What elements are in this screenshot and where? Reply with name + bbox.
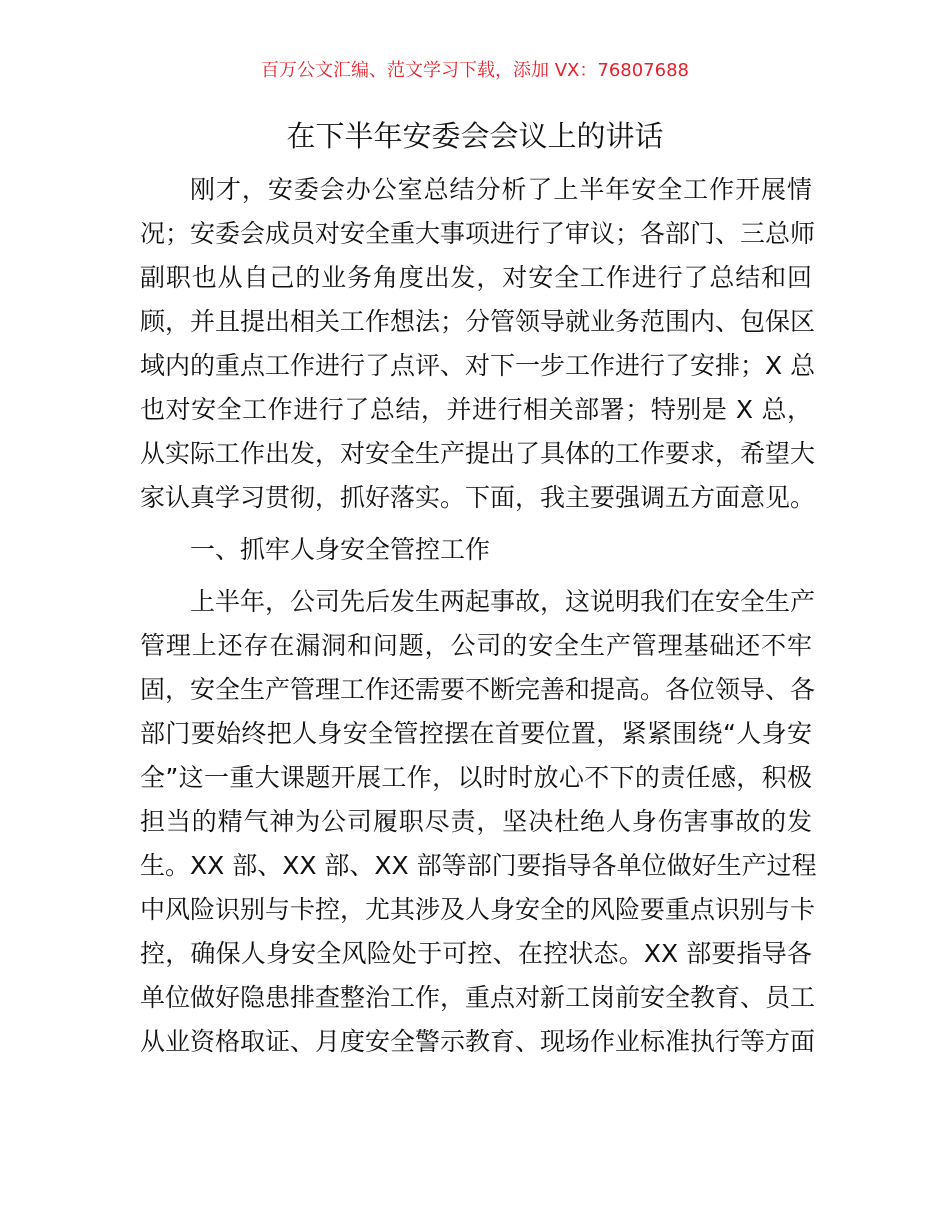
text-line: 从业资格取证、月度安全警示教育、现场作业标准执行等方面: [140, 1027, 816, 1056]
document-body: [140, 168, 817, 1072]
text-line: 担当的精气神为公司履职尽责，坚决杜绝人身伤害事故的发: [140, 807, 812, 836]
text-line: 单位做好隐患排查整治工作，重点对新工岗前安全教育、员工: [140, 983, 816, 1012]
text-line: 一、抓牢人身安全管控工作: [190, 535, 491, 564]
text-line: 上半年，公司先后发生两起事故，这说明我们在安全生产: [190, 587, 816, 616]
text-line: 生。XX 部、XX 部、XX 部等部门要指导各单位做好生产过程: [140, 851, 817, 880]
paragraph: [140, 580, 817, 1064]
text-line: 域内的重点工作进行了点评、对下一步工作进行了安排；X 总: [140, 351, 816, 380]
text-line: 副职也从自己的业务角度出发，对安全工作进行了总结和回: [140, 263, 812, 292]
text-line: 也对安全工作进行了总结，并进行相关部署；特别是 X 总，: [140, 395, 812, 424]
watermark-banner: 百万公文汇编、范文学习下载，添加 VX：76807688: [261, 60, 689, 81]
text-line: 全”这一重大课题开展工作，以时时放心不下的责任感，积极: [140, 763, 812, 792]
text-line: 顾，并且提出相关工作想法；分管领导就业务范围内、包保区: [140, 307, 816, 336]
text-line: 控，确保人身安全风险处于可控、在控状态。XX 部要指导各: [140, 939, 812, 968]
paragraph: [140, 168, 816, 520]
text-line: 从实际工作出发，对安全生产提出了具体的工作要求，希望大: [140, 439, 816, 468]
text-line: 刚才，安委会办公室总结分析了上半年安全工作开展情: [190, 175, 812, 204]
document-title: 在下半年安委会会议上的讲话: [286, 119, 664, 153]
text-line: 况；安委会成员对安全重大事项进行了审议；各部门、三总师: [140, 219, 816, 248]
text-line: 固，安全生产管理工作还需要不断完善和提高。各位领导、各: [140, 675, 816, 704]
section-heading: [140, 528, 812, 572]
text-line: 管理上还存在漏洞和问题，公司的安全生产管理基础还不牢: [140, 631, 812, 660]
text-line: 中风险识别与卡控，尤其涉及人身安全的风险要重点识别与卡: [140, 895, 816, 924]
text-line: 部门要始终把人身安全管控摆在首要位置，紧紧围绕“人身安: [140, 719, 812, 748]
text-line: 家认真学习贯彻，抓好落实。下面，我主要强调五方面意见。: [140, 483, 816, 512]
